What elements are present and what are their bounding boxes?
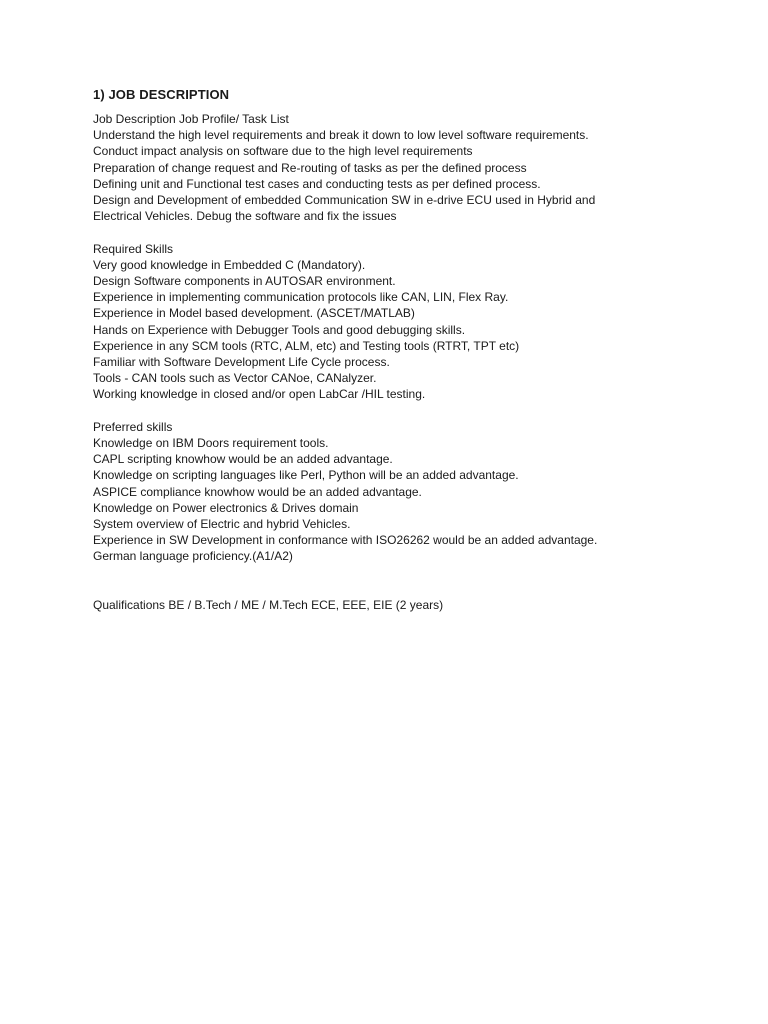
preferred-skill-item: Knowledge on Power electronics & Drives domain — [93, 500, 359, 515]
required-skill-item: Familiar with Software Development Life Cycle process. — [93, 355, 390, 370]
job-description-line: Design and Development of embedded Communication SW in e-drive ECU used in Hybrid and — [93, 193, 596, 208]
required-skill-item: Working knowledge in closed and/or open LabCar /HIL testing. — [93, 387, 426, 402]
required-skill-item: Tools - CAN tools such as Vector CANoe, CANalyzer. — [93, 371, 377, 386]
spacer — [93, 224, 653, 240]
preferred-skill-item: Knowledge on scripting languages like Perl, Python will be an added advantage. — [93, 468, 519, 483]
required-skill-item: Design Software components in AUTOSAR environment. — [93, 274, 396, 289]
preferred-skills-title: Preferred skills — [93, 419, 173, 434]
job-description-line: Defining unit and Functional test cases and conducting tests as per defined process. — [93, 176, 541, 191]
required-skill-item: Experience in Model based development. (ASCET/MATLAB) — [93, 306, 415, 321]
job-description-section — [93, 111, 653, 224]
spacer — [93, 565, 653, 597]
document-heading: 1) JOB DESCRIPTION — [93, 87, 230, 102]
document-page — [93, 86, 653, 613]
job-description-line: Electrical Vehicles. Debug the software and fix the issues — [93, 209, 397, 224]
required-skill-item: Hands on Experience with Debugger Tools and good debugging skills. — [93, 322, 466, 337]
spacer — [93, 403, 653, 419]
required-skill-item: Experience in any SCM tools (RTC, ALM, etc) and Testing tools (RTRT, TPT etc) — [93, 338, 520, 353]
preferred-skill-item: System overview of Electric and hybrid Vehicles. — [93, 517, 351, 532]
job-description-line: Understand the high level requirements and break it down to low level software requirements. — [93, 128, 589, 143]
preferred-skill-item: Experience in SW Development in conformance with ISO26262 would be an added advantage. — [93, 533, 598, 548]
preferred-skill-item: German language proficiency.(A1/A2) — [93, 549, 293, 564]
preferred-skill-item: CAPL scripting knowhow would be an added advantage. — [93, 452, 393, 467]
qualifications-line: Qualifications BE / B.Tech / ME / M.Tech ECE, EEE, EIE (2 years) — [93, 598, 444, 613]
job-description-line: Job Description Job Profile/ Task List — [93, 112, 289, 126]
required-skills-section — [93, 241, 653, 403]
job-description-line: Conduct impact analysis on software due to the high level requirements — [93, 144, 473, 159]
job-description-line: Preparation of change request and Re-routing of tasks as per the defined process — [93, 160, 527, 175]
preferred-skill-item: ASPICE compliance knowhow would be an added advantage. — [93, 484, 422, 499]
required-skill-item: Experience in implementing communication protocols like CAN, LIN, Flex Ray. — [93, 290, 509, 305]
required-skill-item: Very good knowledge in Embedded C (Mandatory). — [93, 257, 366, 272]
preferred-skills-section — [93, 419, 653, 565]
required-skills-title: Required Skills — [93, 241, 174, 256]
preferred-skill-item: Knowledge on IBM Doors requirement tools. — [93, 436, 329, 451]
